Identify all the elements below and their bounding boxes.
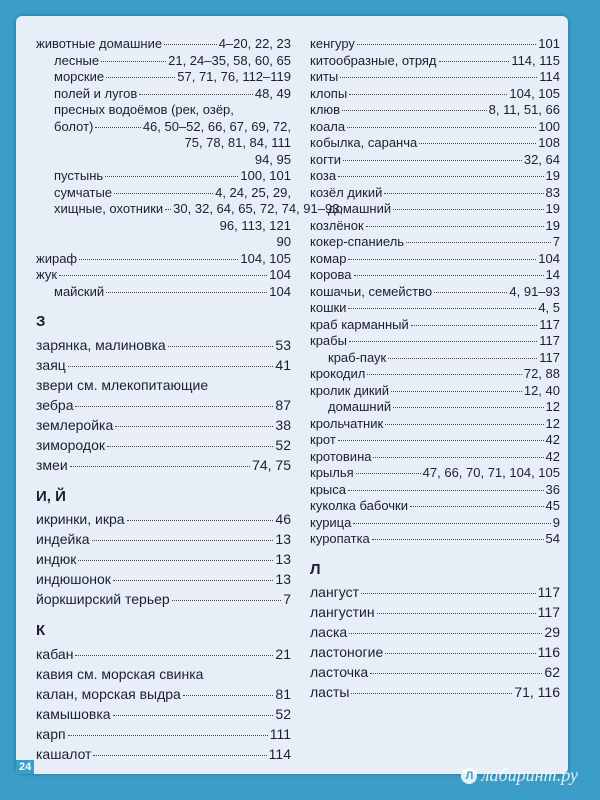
entry-pages: 114 [268,745,291,762]
dot-leader [338,176,543,177]
entry-name: кошачьи, семейство [310,283,433,299]
entry-name: заяц [36,356,66,373]
entry-name: полей и лугов [54,85,138,101]
index-entry [36,335,291,355]
index-entry [36,684,291,704]
index-subentry [310,350,560,367]
dot-leader [410,506,544,507]
index-page [16,16,568,774]
dot-leader [342,110,487,111]
index-entry [310,531,560,548]
entry-name: звери см. млекопитающие [36,376,209,393]
index-entry [310,622,560,642]
entry-pages: 36 [545,481,560,497]
dot-leader [434,292,507,293]
index-subentry [310,399,560,416]
entry-pages: 104 [269,267,291,282]
dot-leader [361,593,536,594]
entry-pages: 54 [545,531,560,546]
dot-leader [347,127,536,128]
index-entry-continuation: 90 [276,234,291,249]
dot-leader [93,755,266,756]
entry-name: коала [310,118,346,134]
entry-pages: 4, 24, 25, 29, [215,184,291,200]
section-letter-heading: З [36,313,46,330]
entry-pages: 48, 49 [254,85,291,101]
dot-leader [340,77,537,78]
dot-leader [114,193,213,194]
entry-pages: 52 [275,436,291,453]
entry-pages: 116 [537,644,560,660]
entry-name: морские [54,69,105,84]
index-entry [36,589,291,609]
index-entry [310,53,560,70]
dot-leader [406,242,551,243]
entry-name: пустынь [54,168,104,183]
index-entry [36,509,291,529]
entry-name: крокодил [310,366,366,381]
entry-pages: 104 [269,283,291,299]
index-entry [36,251,291,268]
dot-leader [168,346,274,347]
entry-name: ласты [310,684,350,700]
entry-pages: 9 [552,514,560,530]
index-entry [310,36,560,53]
entry-name: кашалот [36,745,92,762]
dot-leader [349,94,507,95]
entry-pages: 29 [544,624,560,640]
entry-name: карп [36,725,66,742]
watermark-text: лабиринт.ру [481,765,578,785]
entry-name: лангустин [310,604,375,620]
entry-name: козлёнок [310,217,364,233]
entry-pages: 117 [539,316,560,332]
entry-name: корова [310,267,352,282]
dot-leader [348,259,536,260]
dot-leader [373,457,543,458]
index-entry [310,86,560,103]
index-entry [36,36,291,53]
entry-pages: 83 [545,184,560,200]
entry-name: животные домашние [36,36,163,51]
dot-leader [92,540,274,541]
entry-name: индюшонок [36,571,111,587]
entry-pages: 62 [544,664,560,680]
entry-name: козёл дикий [310,184,383,200]
index-entry [36,415,291,435]
entry-name: индейка [36,531,90,547]
index-subentry [310,201,560,218]
dot-leader [372,539,544,540]
entry-name: лангуст [310,584,360,600]
entry-name: ласточка [310,664,369,680]
index-entry [310,234,560,251]
entry-pages: 47, 66, 70, 71, 104, 105 [422,465,560,480]
dot-leader [70,466,250,467]
index-entry [310,267,560,284]
index-entry-continuation: 94, 95 [254,151,291,167]
entry-pages: 111 [269,725,291,742]
dot-leader [79,259,238,260]
index-entry [310,152,560,169]
entry-pages: 38 [275,416,291,433]
entry-pages: 12 [545,399,560,414]
entry-pages: 13 [275,551,291,567]
entry-name: сумчатые [54,184,113,200]
index-subentry [36,53,291,70]
entry-name: змеи [36,456,68,473]
index-subentry [36,201,344,218]
dot-leader [354,275,544,276]
index-entry [36,455,291,475]
index-entry [310,662,560,682]
dot-leader [393,407,543,408]
entry-pages: 30, 32, 64, 65, 72, 74, 91–93, [173,201,344,216]
index-entry [36,549,291,569]
index-entry [310,383,560,400]
entry-pages: 21 [275,645,291,662]
dot-leader [113,715,274,716]
index-entry [310,168,560,185]
entry-name: коза [310,168,337,183]
index-entry [310,317,560,334]
entry-pages: 71, 116 [514,684,560,700]
dot-leader [348,490,544,491]
index-entry [310,465,560,482]
entry-name: зебра [36,396,74,413]
entry-name: домашний [328,201,392,216]
entry-name: краб карманный [310,316,409,332]
dot-leader [377,613,536,614]
entry-pages: 7 [552,234,560,249]
entry-pages: 114, 115 [511,52,560,68]
entry-pages: 108 [538,135,560,150]
entry-name: зимородок [36,436,105,453]
index-entry [36,355,291,375]
dot-leader [391,391,522,392]
entry-pages: 13 [275,531,291,547]
index-entry [310,682,560,702]
index-entry [310,300,560,317]
entry-pages: 45 [545,498,560,513]
entry-name: китообразные, отряд [310,52,437,68]
entry-name: крыса [310,481,346,497]
dot-leader [139,94,253,95]
index-entry [310,416,560,433]
entry-pages: 81 [275,685,291,702]
entry-pages: 104, 105 [509,85,560,101]
dot-leader [349,633,542,634]
entry-pages: 117 [539,349,560,365]
entry-pages: 12 [545,415,560,431]
dot-leader [101,61,166,62]
entry-name: индюк [36,551,77,567]
labirint-logo-icon: Л [461,768,477,784]
watermark [461,765,578,786]
index-subentry [36,86,291,103]
entry-pages: 32, 64 [523,151,560,167]
entry-name: кобылка, саранча [310,135,418,150]
dot-leader [78,560,273,561]
index-entry [310,602,560,622]
index-subentry [36,284,291,301]
entry-name: ласка [310,624,348,640]
index-entry [36,664,291,684]
index-entry [310,218,560,235]
index-entry [36,704,291,724]
dot-leader [348,308,536,309]
index-entry [310,498,560,515]
entry-pages: 87 [275,396,291,413]
entry-name: краб-паук [328,349,387,365]
entry-pages: 19 [545,217,560,233]
dot-leader [411,325,537,326]
entry-pages: 117 [537,604,560,620]
index-subentry [36,119,291,136]
index-entry [310,333,560,350]
dot-leader [439,61,510,62]
index-entry [310,482,560,499]
entry-name: хищные, охотники [54,201,164,216]
dot-leader [106,292,267,293]
dot-leader [351,693,512,694]
entry-name: комар [310,250,347,266]
entry-name: кошки [310,300,347,315]
entry-pages: 19 [545,168,560,183]
dot-leader [68,735,268,736]
index-entry [310,102,560,119]
index-entry [310,432,560,449]
entry-name: крабы [310,333,347,348]
entry-name: землеройка [36,416,114,433]
entry-pages: 104, 105 [240,250,291,266]
dot-leader [68,366,274,367]
dot-leader [59,275,267,276]
dot-leader [115,426,273,427]
entry-name: зарянка, малиновка [36,336,166,353]
dot-leader [356,473,421,474]
index-entry [310,642,560,662]
dot-leader [370,673,542,674]
entry-name: калан, морская выдра [36,685,181,702]
entry-name: крольчатник [310,415,384,431]
entry-name: йоркширский терьер [36,591,170,607]
entry-pages: 41 [275,356,291,373]
dot-leader [419,143,536,144]
entry-pages: 12, 40 [523,382,560,398]
entry-pages: 7 [283,591,291,607]
entry-name: когти [310,151,342,167]
right-column [310,36,560,702]
index-entry [36,744,291,764]
index-subentry [36,185,291,202]
index-entry [36,395,291,415]
entry-pages: 52 [275,705,291,722]
index-subentry [36,168,291,185]
dot-leader [385,653,535,654]
entry-pages: 72, 88 [523,366,560,381]
entry-pages: 104 [538,250,560,266]
page-number: 24 [16,760,34,774]
entry-pages: 100, 101 [240,168,291,183]
entry-pages: 14 [545,267,560,282]
index-entry-continuation: 96, 113, 121 [219,217,291,233]
dot-leader [105,176,238,177]
entry-pages: 57, 71, 76, 112–119 [177,69,291,84]
entry-name: куколка бабочки [310,498,409,513]
index-entry [310,251,560,268]
dot-leader [113,580,274,581]
index-entry [310,69,560,86]
dot-leader [349,341,537,342]
entry-pages: 117 [537,584,560,600]
entry-pages: 101 [538,36,560,51]
entry-pages: 8, 11, 51, 66 [488,102,560,117]
entry-pages: 21, 24–35, 58, 60, 65 [168,52,291,68]
dot-leader [338,440,544,441]
index-entry [36,375,291,395]
entry-pages: 4, 91–93 [509,283,560,299]
entry-name: пресных водоёмов (рек, озёр, [54,102,234,117]
entry-name: кролик дикий [310,382,390,398]
dot-leader [367,374,521,375]
entry-name: майский [54,283,105,299]
dot-leader [164,44,217,45]
dot-leader [393,209,543,210]
dot-leader [95,127,140,128]
section-letter-heading: И, Й [36,487,66,505]
entry-pages: 19 [545,201,560,216]
entry-name: крот [310,432,336,447]
entry-name: курица [310,514,352,530]
dot-leader [343,160,522,161]
dot-leader [183,695,274,696]
entry-name: крылья [310,465,354,480]
dot-leader [107,446,273,447]
index-entry [310,135,560,152]
entry-name: куропатка [310,531,370,546]
index-entry [310,284,560,301]
index-entry [36,529,291,549]
index-entry [310,185,560,202]
entry-name: кокер-спаниель [310,234,405,249]
dot-leader [127,520,274,521]
entry-pages: 4, 5 [538,300,560,315]
index-entry [310,582,560,602]
entry-pages: 100 [538,118,560,134]
entry-name: кротовина [310,448,372,464]
entry-pages: 53 [275,336,291,353]
entry-name: кавия см. морская свинка [36,665,204,682]
index-entry [36,724,291,744]
entry-name: жираф [36,250,78,266]
entry-name: болот) [54,118,94,134]
entry-name: ластоногие [310,644,384,660]
entry-name: кабан [36,645,74,662]
entry-name: жук [36,267,58,282]
dot-leader [75,406,273,407]
index-entry [36,644,291,664]
entry-pages: 46, 50–52, 66, 67, 69, 72, [142,118,291,134]
index-entry [36,435,291,455]
dot-leader [357,44,536,45]
index-entry [36,267,291,284]
index-entry [310,515,560,532]
dot-leader [106,77,175,78]
entry-pages: 46 [275,511,291,527]
entry-name: кенгуру [310,36,355,51]
entry-pages: 42 [545,432,560,447]
entry-name: домашний [328,399,392,414]
index-entry [310,449,560,466]
entry-pages: 4–20, 22, 23 [218,36,291,51]
entry-name: клюв [310,102,341,117]
section-letter-heading: К [36,622,46,639]
entry-pages: 117 [539,333,560,348]
entry-pages: 42 [545,448,560,464]
dot-leader [384,193,543,194]
dot-leader [366,226,544,227]
entry-name: икринки, икра [36,511,125,527]
entry-pages: 13 [275,571,291,587]
index-entry [310,119,560,136]
index-subentry [36,69,291,86]
entry-pages: 74, 75 [252,456,291,473]
index-entry-continuation: 75, 78, 81, 84, 111 [184,135,291,150]
entry-name: лесные [54,52,100,68]
dot-leader [353,523,550,524]
entry-pages: 114 [539,69,560,84]
section-letter-heading: Л [310,560,321,578]
entry-name: клопы [310,85,348,101]
dot-leader [172,600,281,601]
index-entry [36,569,291,589]
entry-name: камышовка [36,705,111,722]
entry-name: киты [310,69,339,84]
dot-leader [385,424,543,425]
dot-leader [75,655,273,656]
dot-leader [165,209,171,210]
dot-leader [388,358,537,359]
index-entry [310,366,560,383]
index-subentry [36,102,291,119]
